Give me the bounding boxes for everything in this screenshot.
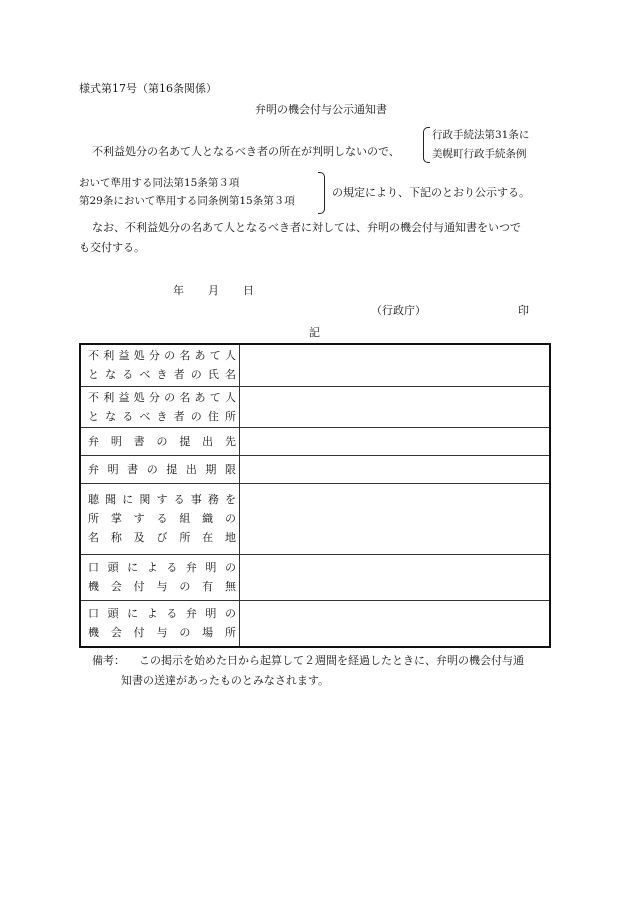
row-value-submit-to[interactable]	[240, 427, 551, 455]
label-line: 口頭による弁明の	[88, 607, 236, 621]
row-label-submit-to	[80, 427, 240, 455]
document-title: 弁明の機会付与公示通知書	[255, 103, 387, 116]
label-line: となるべき者の住所	[88, 409, 236, 423]
row-label-name	[80, 344, 240, 386]
table-row	[80, 427, 550, 455]
body-para2-line-1: なお、不利益処分の名あて人となるべき者に対しては、弁明の機会付与通知書をいつで	[92, 221, 521, 234]
label-line: 弁明書の提出先	[88, 434, 236, 448]
row-value-name[interactable]	[240, 344, 551, 386]
label-line: 所掌する組織の	[88, 512, 236, 525]
label-line: 口頭による弁明の	[88, 561, 236, 574]
seal-mark: 印	[518, 304, 529, 317]
row-value-oral-place[interactable]	[240, 600, 551, 647]
table-row	[80, 554, 550, 600]
table-row	[80, 386, 550, 427]
row-label-oral-opportunity	[80, 554, 240, 600]
label-line: 聴聞に関する事務を	[88, 493, 236, 506]
row-label-oral-place	[80, 600, 240, 647]
label-line: 機会付与の有無	[88, 580, 236, 593]
table-row	[80, 344, 550, 386]
label-line: 名称及び所在地	[88, 531, 236, 544]
date-year: 年	[173, 284, 184, 297]
label-line: 不利益処分の名あて人	[88, 390, 236, 404]
brace-top-option-1: 行政手続法第31条に	[432, 129, 530, 141]
table-row	[80, 455, 550, 483]
date-month: 月	[208, 284, 219, 297]
row-label-organization	[80, 483, 240, 554]
body-line-2-tail: の規定により、下記のとおり公示する。	[332, 186, 530, 199]
form-number: 様式第17号（第16条関係）	[79, 82, 217, 95]
date-day: 日	[243, 284, 254, 297]
right-brace	[318, 172, 325, 214]
table-row	[80, 600, 550, 647]
row-value-organization[interactable]	[240, 483, 551, 554]
body-line-1: 不利益処分の名あて人となるべき者の所在が判明しないので、	[92, 145, 400, 158]
row-label-deadline	[80, 455, 240, 483]
label-line: 不利益処分の名あて人	[88, 349, 236, 363]
issuer-agency: （行政庁）	[371, 304, 426, 317]
brace-top-option-2: 美幌町行政手続条例	[432, 148, 527, 160]
row-value-oral-opportunity[interactable]	[240, 554, 551, 600]
body-para2-line-2: も交付する。	[79, 241, 145, 254]
notice-table	[79, 343, 551, 648]
label-line: 機会付与の場所	[88, 626, 236, 640]
label-line: となるべき者の氏名	[88, 368, 236, 382]
row-value-address[interactable]	[240, 386, 551, 427]
ki-heading: 記	[309, 326, 320, 339]
brace-bottom-option-2: 第29条において準用する同条例第15条第３項	[79, 195, 295, 207]
note-line-2: 知書の送達があったものとみなされます。	[121, 674, 330, 687]
note-label: 備考：	[92, 654, 125, 667]
table-row	[80, 483, 550, 554]
left-brace	[423, 127, 430, 163]
note-line-1: この掲示を始めた日から起算して２週間を経過したときに、弁明の機会付与通	[139, 654, 524, 667]
row-label-address	[80, 386, 240, 427]
row-value-deadline[interactable]	[240, 455, 551, 483]
brace-bottom-option-1: おいて準用する同法第15条第３項	[79, 177, 240, 189]
label-line: 弁明書の提出期限	[88, 462, 236, 476]
